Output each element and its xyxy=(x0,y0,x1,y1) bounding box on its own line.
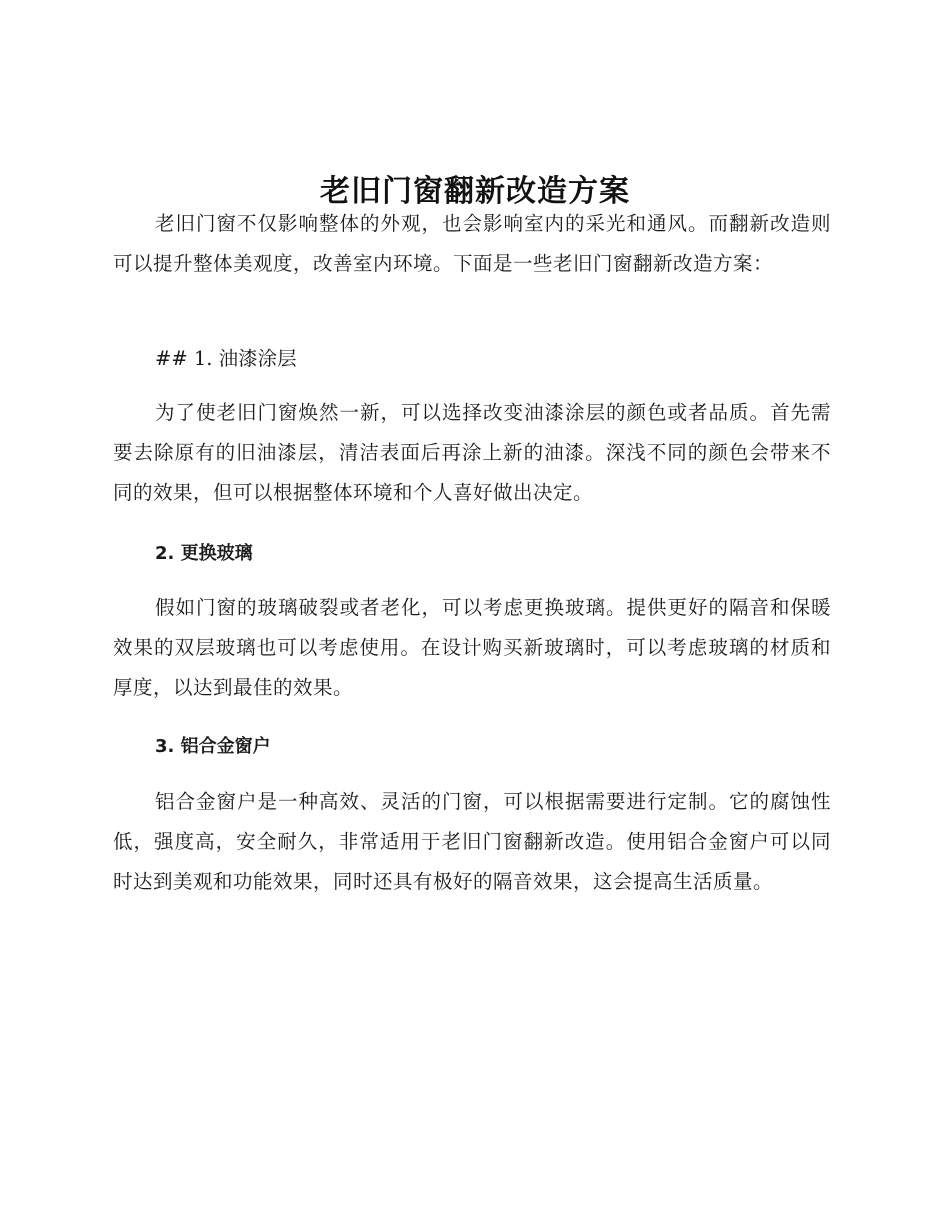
section-3-paragraph: 铝合金窗户是一种高效、灵活的门窗，可以根据需要进行定制。它的腐蚀性低，强度高，安全耐久，非常适用于老旧门窗翻新改造。使用铝合金窗户可以同时达到美观和功能效果，同时还具有极好的隔音效果，这会提高生活质量。 xyxy=(113,790,831,893)
document-title: 老旧门窗翻新改造方案 xyxy=(320,174,630,210)
section-2-paragraph: 假如门窗的玻璃破裂或者老化，可以考虑更换玻璃。提供更好的隔音和保暖效果的双层玻璃也可以考虑使用。在设计购买新玻璃时，可以考虑玻璃的材质和厚度，以达到最佳的效果。 xyxy=(113,596,831,699)
section-1-paragraph: 为了使老旧门窗焕然一新，可以选择改变油漆涂层的颜色或者品质。首先需要去除原有的旧油漆层，清洁表面后再涂上新的油漆。深浅不同的颜色会带来不同的效果，但可以根据整体环境和个人喜好做出决定。 xyxy=(113,401,831,504)
section-3-heading: 3. 铝合金窗户 xyxy=(155,736,271,757)
section-1-heading: ## 1. 油漆涂层 xyxy=(155,347,297,370)
section-2-heading: 2. 更换玻璃 xyxy=(155,543,253,564)
intro-paragraph: 老旧门窗不仅影响整体的外观，也会影响室内的采光和通风。而翻新改造则可以提升整体美观度，改善室内环境。下面是一些老旧门窗翻新改造方案： xyxy=(113,212,831,275)
